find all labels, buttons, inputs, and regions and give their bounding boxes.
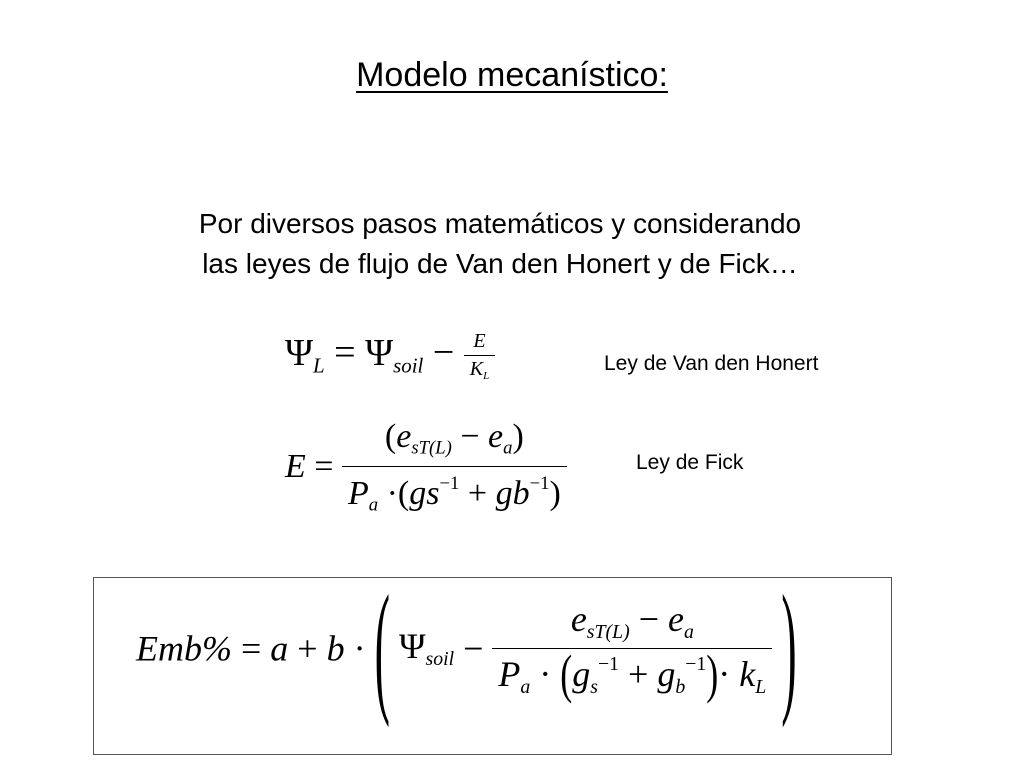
equation-fick — [285, 418, 567, 516]
emb-percent: Emb% — [136, 628, 232, 669]
minus-sign: − — [432, 331, 455, 374]
label-fick: Ley de Fick — [636, 451, 744, 474]
psi-soil: $\Psi_{soil}$ — [365, 331, 424, 377]
equation-van-den-honert — [285, 330, 495, 382]
equation-emb — [136, 565, 797, 729]
equals-sign: = — [314, 448, 334, 486]
intro-line-1: Por diversos pasos matemáticos y considerando — [198, 208, 802, 239]
coef-a: a — [270, 628, 289, 669]
fraction-e-over-kl: $\frac{E}{K_L}$ — [464, 330, 495, 382]
e-symbol: E — [285, 448, 306, 486]
equals-sign: = — [240, 628, 262, 669]
emb-fraction: $\frac{e_{sT(L)} - e_a}{P_a \cdot (g_s^{-1} + g_b^{-1})\cdot k_L}$ — [492, 598, 772, 699]
right-big-paren: ) — [781, 565, 797, 729]
page-title: Modelo mecanístico: — [356, 56, 668, 94]
plus-sign: + — [297, 628, 318, 669]
left-big-paren: ( — [374, 565, 390, 729]
psi-l: $\Psi_L$ — [285, 331, 325, 377]
equals-sign: = — [334, 331, 356, 374]
psi-soil: $\Psi_{soil}$ — [398, 626, 455, 671]
dot-operator: · — [353, 628, 366, 669]
fick-fraction: $\frac{(e_{sT(L)} - e_a)}{P_a \cdot(gs^{-1} + gb^{-1})}$ — [342, 418, 567, 516]
intro-line-2: las leyes de flujo de Van den Honert y de Fick… — [202, 248, 798, 279]
label-van-den-honert: Ley de Van den Honert — [604, 352, 819, 375]
minus-sign: − — [463, 628, 484, 669]
coef-b: b — [326, 628, 345, 669]
intro-text — [0, 204, 1000, 284]
